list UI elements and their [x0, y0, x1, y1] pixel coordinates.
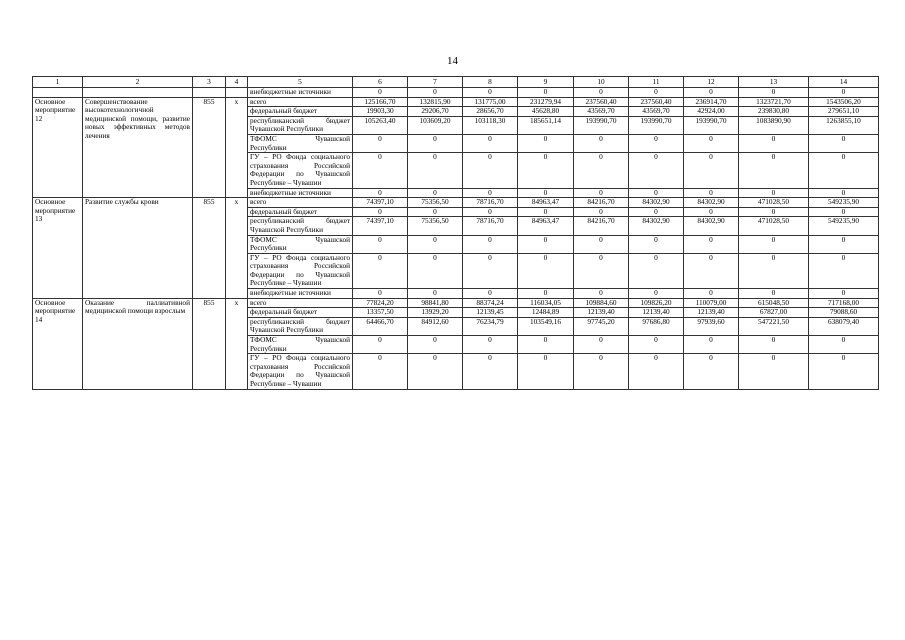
amount-cell: 97686,80 — [629, 317, 684, 335]
amount-cell: 0 — [809, 253, 879, 288]
amount-cell: 0 — [518, 336, 574, 354]
amount-cell: 0 — [353, 235, 408, 253]
funding-source-cell: республиканский бюджет Чувашской Республики — [248, 116, 353, 134]
amount-cell: 0 — [353, 153, 408, 188]
amount-cell: 19903,30 — [353, 107, 408, 117]
amount-cell: 0 — [739, 188, 809, 198]
amount-cell: 0 — [684, 188, 739, 198]
funding-source-cell: федеральный бюджет — [248, 107, 353, 117]
column-header: 9 — [518, 77, 574, 88]
column-header: 11 — [629, 77, 684, 88]
column-header: 4 — [226, 77, 248, 88]
amount-cell: 471028,50 — [739, 217, 809, 235]
amount-cell: 103609,20 — [408, 116, 463, 134]
amount-cell: 0 — [809, 289, 879, 299]
amount-cell: 549235,90 — [809, 198, 879, 208]
column-header: 8 — [463, 77, 518, 88]
amount-cell: 84302,90 — [629, 198, 684, 208]
amount-cell: 0 — [629, 88, 684, 98]
amount-cell: 125166,70 — [353, 97, 408, 107]
funding-source-cell: внебюджетные источники — [248, 289, 353, 299]
page-number: 14 — [447, 55, 458, 67]
amount-cell: 0 — [518, 207, 574, 217]
amount-cell: 98841,80 — [408, 298, 463, 308]
amount-cell: 84216,70 — [574, 217, 629, 235]
x-cell: x — [226, 97, 248, 198]
amount-cell: 0 — [809, 88, 879, 98]
column-header: 6 — [353, 77, 408, 88]
amount-cell: 547221,50 — [739, 317, 809, 335]
amount-cell: 0 — [629, 153, 684, 188]
amount-cell: 0 — [353, 207, 408, 217]
funding-source-cell: внебюджетные источники — [248, 188, 353, 198]
amount-cell: 0 — [629, 235, 684, 253]
amount-cell: 193990,70 — [574, 116, 629, 134]
amount-cell: 84302,90 — [629, 217, 684, 235]
amount-cell: 29206,70 — [408, 107, 463, 117]
funding-source-cell: республиканский бюджет Чувашской Республики — [248, 317, 353, 335]
funding-source-cell: республиканский бюджет Чувашской Республики — [248, 217, 353, 235]
amount-cell: 0 — [684, 253, 739, 288]
amount-cell: 109826,20 — [629, 298, 684, 308]
funding-source-cell: ТФОМС Чувашской Республики — [248, 134, 353, 152]
amount-cell: 84302,90 — [684, 198, 739, 208]
amount-cell: 0 — [574, 134, 629, 152]
amount-cell: 78716,70 — [463, 217, 518, 235]
measure-name-cell: Совершенствование высокотехнологичной медицинской помощи, развитие новых эффективных методов лечения — [83, 97, 193, 198]
amount-cell: 64466,70 — [353, 317, 408, 335]
amount-cell: 132815,90 — [408, 97, 463, 107]
code-cell: 855 — [193, 97, 226, 198]
amount-cell: 185651,14 — [518, 116, 574, 134]
amount-cell: 0 — [518, 188, 574, 198]
amount-cell: 0 — [408, 88, 463, 98]
amount-cell: 0 — [809, 188, 879, 198]
amount-cell: 0 — [463, 235, 518, 253]
amount-cell: 42924,00 — [684, 107, 739, 117]
amount-cell: 0 — [574, 289, 629, 299]
amount-cell: 1543506,20 — [809, 97, 879, 107]
amount-cell: 0 — [684, 289, 739, 299]
amount-cell: 549235,90 — [809, 217, 879, 235]
amount-cell: 84302,90 — [684, 217, 739, 235]
amount-cell: 0 — [463, 289, 518, 299]
code-cell — [193, 88, 226, 98]
amount-cell: 75356,50 — [408, 217, 463, 235]
amount-cell: 193990,70 — [684, 116, 739, 134]
header-row — [33, 77, 879, 88]
amount-cell: 0 — [739, 88, 809, 98]
amount-cell: 0 — [629, 253, 684, 288]
amount-cell: 0 — [408, 289, 463, 299]
table-body — [33, 88, 879, 390]
amount-cell: 13357,50 — [353, 308, 408, 318]
amount-cell: 78716,70 — [463, 198, 518, 208]
amount-cell: 0 — [684, 134, 739, 152]
amount-cell: 717168,00 — [809, 298, 879, 308]
amount-cell: 0 — [629, 188, 684, 198]
amount-cell: 116034,05 — [518, 298, 574, 308]
amount-cell: 0 — [739, 354, 809, 389]
amount-cell: 0 — [574, 253, 629, 288]
amount-cell: 0 — [463, 134, 518, 152]
x-cell — [226, 88, 248, 98]
amount-cell: 0 — [739, 134, 809, 152]
code-cell: 855 — [193, 298, 226, 389]
funding-source-cell: ГУ – РО Фонда социального страхования Российской Федерации по Чувашской Республике – Чувашии — [248, 354, 353, 389]
event-cell: Основное мероприятие 12 — [33, 97, 83, 198]
amount-cell: 74397,10 — [353, 217, 408, 235]
amount-cell: 0 — [574, 207, 629, 217]
amount-cell: 0 — [809, 153, 879, 188]
amount-cell: 84963,47 — [518, 217, 574, 235]
amount-cell: 84216,70 — [574, 198, 629, 208]
amount-cell: 0 — [463, 354, 518, 389]
column-header: 3 — [193, 77, 226, 88]
column-header: 10 — [574, 77, 629, 88]
amount-cell: 0 — [408, 188, 463, 198]
amount-cell: 193990,70 — [629, 116, 684, 134]
funding-source-cell: ГУ – РО Фонда социального страхования Российской Федерации по Чувашской Республике – Чувашии — [248, 253, 353, 288]
amount-cell: 103118,30 — [463, 116, 518, 134]
amount-cell: 0 — [684, 88, 739, 98]
amount-cell: 67827,00 — [739, 308, 809, 318]
amount-cell: 279651,10 — [809, 107, 879, 117]
amount-cell: 84963,47 — [518, 198, 574, 208]
amount-cell: 12139,45 — [463, 308, 518, 318]
event-cell: Основное мероприятие 13 — [33, 198, 83, 299]
amount-cell: 0 — [739, 207, 809, 217]
amount-cell: 28656,70 — [463, 107, 518, 117]
amount-cell: 0 — [353, 289, 408, 299]
column-header: 1 — [33, 77, 83, 88]
column-header: 12 — [684, 77, 739, 88]
amount-cell: 0 — [518, 134, 574, 152]
amount-cell: 97745,20 — [574, 317, 629, 335]
amount-cell: 0 — [629, 207, 684, 217]
amount-cell: 97939,60 — [684, 317, 739, 335]
amount-cell: 0 — [739, 253, 809, 288]
amount-cell: 12484,89 — [518, 308, 574, 318]
amount-cell: 0 — [518, 153, 574, 188]
funding-source-cell: федеральный бюджет — [248, 207, 353, 217]
column-header: 7 — [408, 77, 463, 88]
amount-cell: 0 — [463, 207, 518, 217]
amount-cell: 0 — [408, 354, 463, 389]
x-cell: x — [226, 198, 248, 299]
funding-source-cell: ТФОМС Чувашской Республики — [248, 235, 353, 253]
column-header: 5 — [248, 77, 353, 88]
funding-source-cell: всего — [248, 298, 353, 308]
amount-cell: 0 — [574, 354, 629, 389]
measure-name-cell: Оказание паллиативной медицинской помощи взрослым — [83, 298, 193, 389]
amount-cell: 43569,70 — [629, 107, 684, 117]
amount-cell: 0 — [809, 207, 879, 217]
amount-cell: 77824,20 — [353, 298, 408, 308]
amount-cell: 103549,16 — [518, 317, 574, 335]
amount-cell: 0 — [353, 88, 408, 98]
amount-cell: 45628,80 — [518, 107, 574, 117]
amount-cell: 0 — [463, 88, 518, 98]
amount-cell: 0 — [574, 188, 629, 198]
amount-cell: 0 — [574, 336, 629, 354]
column-header: 2 — [83, 77, 193, 88]
amount-cell: 75356,50 — [408, 198, 463, 208]
measure-name-cell: Развитие службы крови — [83, 198, 193, 299]
amount-cell: 105263,40 — [353, 116, 408, 134]
amount-cell: 239830,80 — [739, 107, 809, 117]
amount-cell: 0 — [408, 336, 463, 354]
amount-cell: 0 — [574, 235, 629, 253]
amount-cell: 0 — [463, 253, 518, 288]
amount-cell: 74397,10 — [353, 198, 408, 208]
amount-cell: 0 — [408, 253, 463, 288]
amount-cell: 0 — [463, 336, 518, 354]
amount-cell: 0 — [739, 235, 809, 253]
amount-cell: 236914,70 — [684, 97, 739, 107]
funding-source-cell: всего — [248, 198, 353, 208]
amount-cell: 0 — [739, 336, 809, 354]
amount-cell: 0 — [629, 289, 684, 299]
amount-cell: 76234,79 — [463, 317, 518, 335]
amount-cell: 0 — [408, 207, 463, 217]
amount-cell: 237560,40 — [574, 97, 629, 107]
amount-cell: 0 — [353, 188, 408, 198]
amount-cell: 1323721,70 — [739, 97, 809, 107]
amount-cell: 0 — [408, 134, 463, 152]
amount-cell: 0 — [629, 134, 684, 152]
amount-cell: 0 — [684, 153, 739, 188]
amount-cell: 0 — [518, 354, 574, 389]
table-row — [33, 298, 879, 308]
amount-cell: 0 — [463, 153, 518, 188]
amount-cell: 471028,50 — [739, 198, 809, 208]
amount-cell: 0 — [809, 134, 879, 152]
table-row — [33, 88, 879, 98]
amount-cell: 0 — [518, 253, 574, 288]
amount-cell: 0 — [629, 336, 684, 354]
funding-source-cell: ТФОМС Чувашской Республики — [248, 336, 353, 354]
amount-cell: 0 — [353, 253, 408, 288]
amount-cell: 0 — [408, 235, 463, 253]
amount-cell: 0 — [518, 88, 574, 98]
amount-cell: 13929,20 — [408, 308, 463, 318]
amount-cell: 231279,94 — [518, 97, 574, 107]
amount-cell: 0 — [739, 289, 809, 299]
table-row — [33, 97, 879, 107]
amount-cell: 0 — [684, 354, 739, 389]
amount-cell: 0 — [684, 207, 739, 217]
amount-cell: 0 — [353, 336, 408, 354]
funding-source-cell: внебюджетные источники — [248, 88, 353, 98]
amount-cell: 1083890,90 — [739, 116, 809, 134]
amount-cell: 88374,24 — [463, 298, 518, 308]
amount-cell: 638079,40 — [809, 317, 879, 335]
table-row — [33, 198, 879, 208]
amount-cell: 110079,00 — [684, 298, 739, 308]
measure-name-cell — [83, 88, 193, 98]
amount-cell: 79088,60 — [809, 308, 879, 318]
amount-cell: 0 — [463, 188, 518, 198]
amount-cell: 12139,40 — [629, 308, 684, 318]
budget-table — [32, 76, 879, 390]
amount-cell: 615048,50 — [739, 298, 809, 308]
amount-cell: 43569,70 — [574, 107, 629, 117]
amount-cell: 12139,40 — [684, 308, 739, 318]
event-cell — [33, 88, 83, 98]
amount-cell: 0 — [809, 235, 879, 253]
column-header: 14 — [809, 77, 879, 88]
amount-cell: 0 — [809, 336, 879, 354]
amount-cell: 0 — [408, 153, 463, 188]
amount-cell: 0 — [629, 354, 684, 389]
event-cell: Основное мероприятие 14 — [33, 298, 83, 389]
x-cell: x — [226, 298, 248, 389]
amount-cell: 84912,60 — [408, 317, 463, 335]
amount-cell: 0 — [574, 88, 629, 98]
amount-cell: 109884,60 — [574, 298, 629, 308]
column-header: 13 — [739, 77, 809, 88]
funding-source-cell: всего — [248, 97, 353, 107]
amount-cell: 0 — [574, 153, 629, 188]
amount-cell: 1263855,10 — [809, 116, 879, 134]
amount-cell: 0 — [809, 354, 879, 389]
amount-cell: 0 — [684, 336, 739, 354]
code-cell: 855 — [193, 198, 226, 299]
amount-cell: 0 — [518, 235, 574, 253]
funding-source-cell: ГУ – РО Фонда социального страхования Российской Федерации по Чувашской Республике – Чувашии — [248, 153, 353, 188]
amount-cell: 0 — [353, 354, 408, 389]
funding-source-cell: федеральный бюджет — [248, 308, 353, 318]
amount-cell: 131775,00 — [463, 97, 518, 107]
amount-cell: 0 — [518, 289, 574, 299]
amount-cell: 0 — [353, 134, 408, 152]
amount-cell: 0 — [739, 153, 809, 188]
amount-cell: 237560,40 — [629, 97, 684, 107]
amount-cell: 12139,40 — [574, 308, 629, 318]
amount-cell: 0 — [684, 235, 739, 253]
